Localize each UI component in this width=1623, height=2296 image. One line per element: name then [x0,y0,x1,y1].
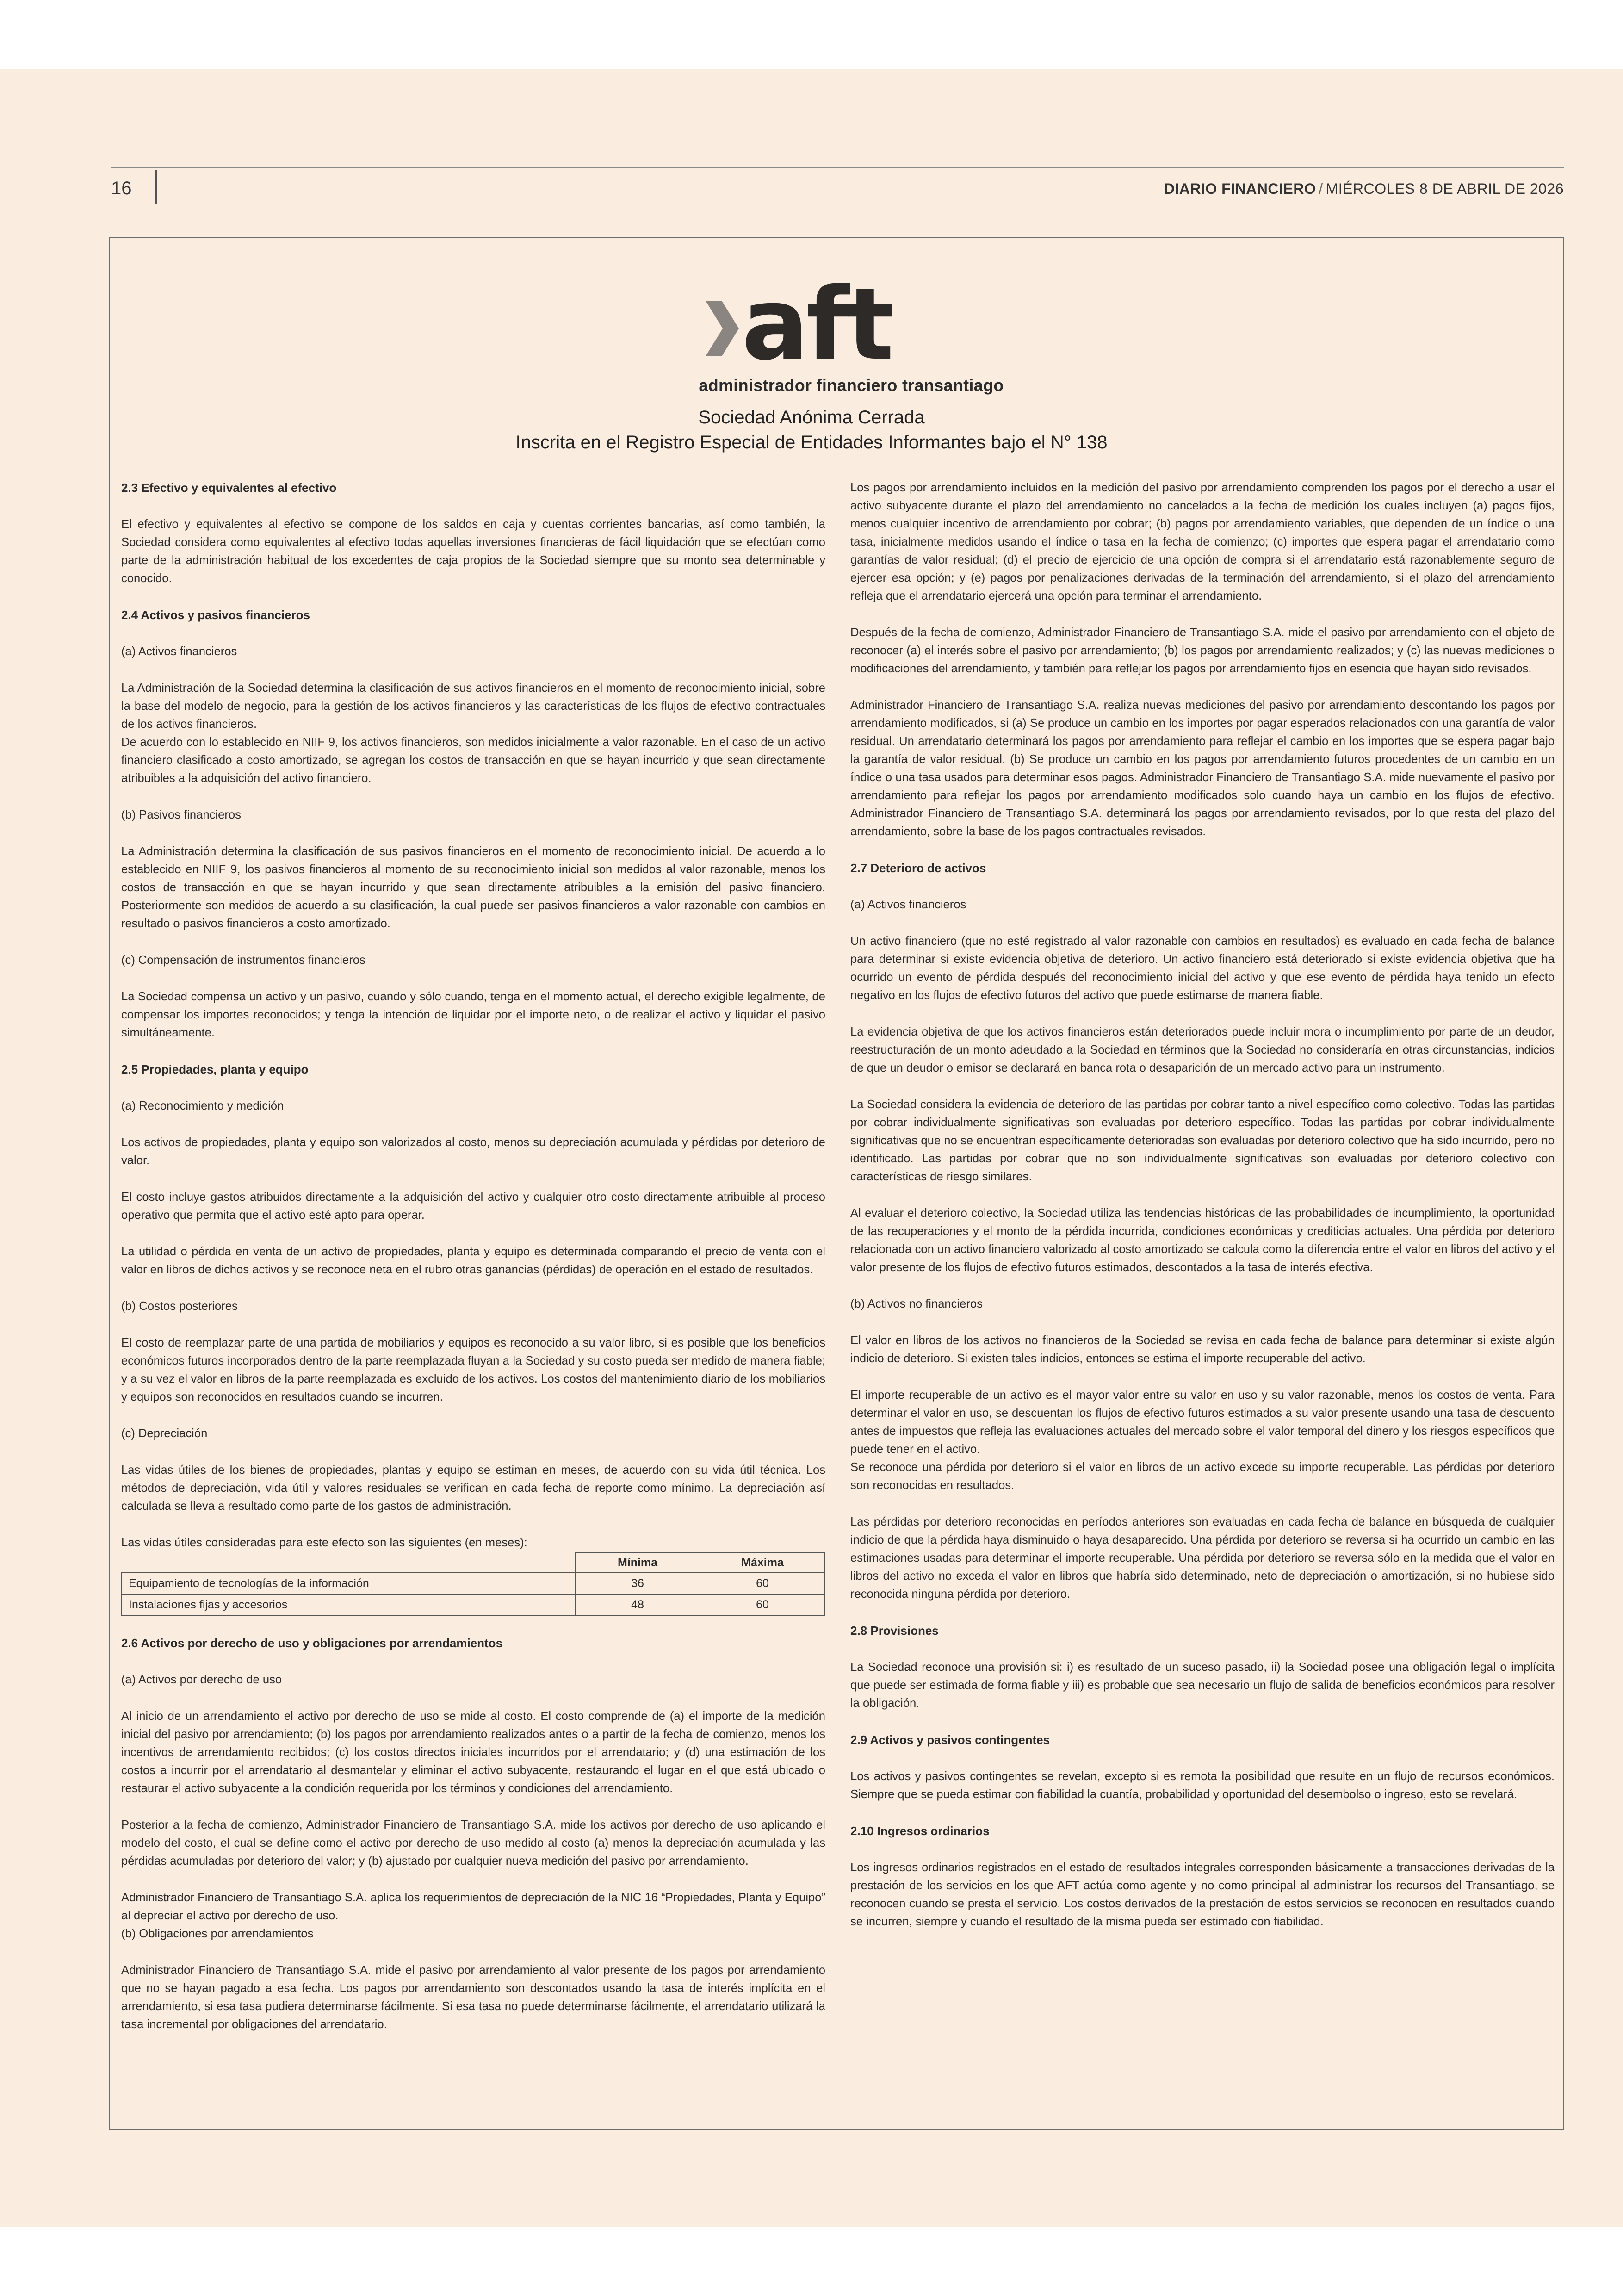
table-cell-max: 60 [700,1594,825,1615]
paragraph: Los pagos por arrendamiento incluidos en la medición del pasivo por arrendamiento comprenden los pagos por el derecho a usar el activo subyacente durante el plazo del arrendamiento no cancelados a la fecha de medición los cuales incluyen (a) pagos fijos, menos cualquier incentivo de arrendamiento por cobrar; (b) pagos por arrendamiento variables, que dependen de un índice o una tasa, inicialmente medidos usando el índice o tasa en la fecha de comienzo; (c) importes que espera pagar el arrendatario como garantías de valor residual; (d) el precio de ejercicio de una opción de compra si el arrendatario está razonablemente seguro de ejercer esa opción; y (e) pagos por penalizaciones derivadas de la terminación del arrendamiento, si el plazo del arrendamiento refleja que el arrendatario ejercerá una opción para terminar el arrendamiento. [850,481,1555,602]
section-heading: 2.7 Deterioro de activos [850,861,986,875]
subsection-label: (a) Reconocimiento y medición [121,1099,284,1112]
section-heading: 2.5 Propiedades, planta y equipo [121,1062,309,1076]
paragraph: Al evaluar el deterioro colectivo, la Sociedad utiliza las tendencias históricas de las probabilidades de incumplimiento, la oportunidad de las recuperaciones y el monto de la pérdida incurrida, condiciones económicas y crediticias actuales. Una pérdida por deterioro relacionada con un activo financiero valorizado al costo amortizado se calcula como la diferencia entre el valor en libros del activo y el valor presente de los flujos de efectivo futuros estimados, descontados a la tasa de interés efectiva. [850,1207,1555,1274]
section-heading: 2.6 Activos por derecho de uso y obligaciones por arrendamientos [121,1636,503,1650]
subsection-label: (b) Pasivos financieros [121,808,241,821]
paragraph: Los activos de propiedades, planta y equipo son valorizados al costo, menos su depreciación acumulada y pérdidas por deterioro de valor. [121,1136,825,1167]
paragraph: Al inicio de un arrendamiento el activo por derecho de uso se mide al costo. El costo comprende de (a) el importe de la medición inicial del pasivo por arrendamiento; (b) los pagos por arrendamiento realizados antes o a partir de la fecha de comienzo, menos los incentivos de arrendamiento recibidos; (c) los costos directos iniciales incurridos por el arrendatario; y (d) una estimación de los costos a incurrir por el arrendatario al desmantelar y eliminar el activo subyacente, restaurando el lugar en el que está ubicado o restaurar el activo subyacente a la condición requerida por los términos y condiciones del arrendamiento. [121,1710,825,1795]
aft-logo [696,245,983,393]
table-header-row [122,1552,825,1573]
section-heading: 2.8 Provisiones [850,1624,939,1638]
section-heading: 2.3 Efectivo y equivalentes al efectivo [121,481,337,495]
subsection-label: (b) Obligaciones por arrendamientos [121,1927,314,1940]
right-column [850,479,1555,1949]
subsection-label: (a) Activos por derecho de uso [121,1673,282,1686]
paragraph: Los ingresos ordinarios registrados en el estado de resultados integrales corresponden básicamente a transacciones derivadas de la prestación de los servicios en los que AFT actúa como agente y no como principal al administrar los recursos del Transantiago, se reconocen cuando se presta el servicio. Los costos derivados de la prestación de estos servicios se reconocen en resultados cuando se incurren, siempre y cuando el resultado de la misma pueda ser estimado con fiabilidad. [850,1861,1555,1928]
section-heading: 2.10 Ingresos ordinarios [850,1824,990,1838]
paragraph: El valor en libros de los activos no financieros de la Sociedad se revisa en cada fecha de balance para determinar si existe algún indicio de deterioro. Si existen tales indicios, entonces se estima el importe recuperable del activo. [850,1334,1555,1365]
subsection-label: (a) Activos financieros [121,645,237,658]
paragraph: La evidencia objetiva de que los activos financieros están deteriorados puede incluir mora o incumplimiento por parte de un deudor, reestructuración de un monto adeudado a la Sociedad en términos que la Sociedad no consideraría en otras circunstancias, indicios de que un deudor o emisor se declarará en banca rota o desaparición de un mercado activo para un instrumento. [850,1025,1555,1074]
subsection-label: (b) Activos no financieros [850,1297,983,1310]
table-cell-label: Equipamiento de tecnologías de la información [122,1573,575,1594]
section-heading: 2.4 Activos y pasivos financieros [121,608,310,622]
subsection-label: (c) Compensación de instrumentos financieros [121,954,365,967]
table-cell-max: 60 [700,1573,825,1594]
paragraph: Administrador Financiero de Transantiago S.A. mide el pasivo por arrendamiento al valor presente de los pagos por arrendamiento que no se hayan pagado a esa fecha. Los pagos por arrendamiento son descontados usando la tasa de interés implícita en el arrendamiento, si esa tasa pudiera determinarse fácilmente. Si esa tasa no puede determinarse fácilmente, el arrendatario utilizará la tasa incremental por obligaciones del arrendatario. [121,1964,825,2031]
table-cell-min: 48 [575,1594,700,1615]
masthead [1164,180,1564,198]
left-column [121,479,825,2052]
paragraph: La Administración determina la clasificación de sus pasivos financieros en el momento de reconocimiento inicial. De acuerdo a lo establecido en NIIF 9, los pasivos financieros al momento de su reconocimiento inicial son medidos al valor razonable, menos los costos de transacción en que se hayan incurrido y que sean directamente atribuibles a la emisión del pasivo financiero. Posteriormente son medidos de acuerdo a su clasificación, la cual puede ser pasivos financieros a valor razonable con cambios en resultado o pasivos financieros a costo amortizado. [121,845,825,930]
page-number-divider [155,170,157,204]
table-row [122,1573,825,1594]
masthead-separator: / [1319,180,1323,197]
paragraph: Las vidas útiles consideradas para este efecto son las siguientes (en meses): [121,1536,527,1549]
paragraph: Administrador Financiero de Transantiago S.A. aplica los requerimientos de depreciación de la NIC 16 “Propiedades, Planta y Equipo” al depreciar el activo por derecho de uso. [121,1891,825,1922]
paragraph: El importe recuperable de un activo es el mayor valor entre su valor en uso y su valor razonable, menos los costos de venta. Para determinar el valor en uso, se descuentan los flujos de efectivo futuros estimados a su valor presente usando una tasa de descuento antes de impuestos que refleja las evaluaciones actuales del mercado sobre el valor temporal del dinero y los riesgos específicos que puede tener en el activo. [850,1389,1555,1456]
paragraph: Administrador Financiero de Transantiago S.A. realiza nuevas mediciones del pasivo por arrendamiento descontando los pagos por arrendamiento modificados, si (a) Se produce un cambio en los importes por pagar esperados relacionados con una garantía de valor residual. Un arrendatario determinará los pagos por arrendamiento para reflejar el cambio en los importes que se espera pagar bajo la garantía de valor residual. (b) Se produce un cambio en los pagos por arrendamiento futuros procedentes de un cambio en un índice o una tasa usados para determinar esos pagos. Administrador Financiero de Transantiago S.A. mide nuevamente el pasivo por arrendamiento para reflejar los pagos por arrendamiento modificados solo cuando haya un cambio en los flujos de efectivo. Administrador Financiero de Transantiago S.A. determinará los pagos por arrendamiento revisados, por lo que resta del plazo del arrendamiento, sobre la base de los pagos contractuales revisados. [850,699,1555,838]
paragraph: La Sociedad compensa un activo y un pasivo, cuando y sólo cuando, tenga en el momento actual, el derecho exigible legalmente, de compensar los importes reconocidos; y tenga la intención de liquidar por el importe neto, o de realizar el activo y liquidar el pasivo simultáneamente. [121,990,825,1039]
registry-line: Inscrita en el Registro Especial de Entidades Informantes bajo el N° 138 [515,432,1108,453]
table-cell-min: 36 [575,1573,700,1594]
paragraph: El efectivo y equivalentes al efectivo se compone de los saldos en caja y cuentas corrientes bancarias, así como también, la Sociedad considera como equivalentes al efectivo todas aquellas inversiones financieras de fácil liquidación que se efectúan como parte de la administración habitual de los excedentes de caja propios de la Sociedad siempre que su monto sea determinable y conocido. [121,518,825,585]
company-type: Sociedad Anónima Cerrada [698,407,925,428]
logo-chevron-icon [706,301,739,356]
newspaper-name: DIARIO FINANCIERO [1164,180,1316,197]
table-row [122,1594,825,1615]
paragraph: El costo de reemplazar parte de una partida de mobiliarios y equipos es reconocido a su valor libro, si es posible que los beneficios económicos futuros incorporados dentro de la parte reemplazada fluyan a la Sociedad y su costo pueda ser medido de manera fiable; y a su vez el valor en libros de la parte reemplazada es excluido de los activos. Los costos del mantenimiento diario de los mobiliarios y equipos son reconocidos en resultados cuando se incurren. [121,1336,825,1403]
subsection-label: (a) Activos financieros [850,898,966,911]
table-header-blank [122,1552,575,1573]
table-cell-label: Instalaciones fijas y accesorios [122,1594,575,1615]
paragraph: La Sociedad considera la evidencia de deterioro de las partidas por cobrar tanto a nivel específico como colectivo. Todas las partidas por cobrar individualmente significativas son evaluadas por deterioro específico. Todas las partidas por cobrar individualmente significativas que no se encuentran específicamente deterioradas son evaluadas por deterioro colectivo que ha sido incurrido, pero no identificado. Las partidas por cobrar que no son individualmente significativas son evaluadas por deterioro colectivo con características de riesgo similares. [850,1098,1555,1183]
subsection-label: (c) Depreciación [121,1427,208,1440]
subsection-label: (b) Costos posteriores [121,1300,238,1313]
paragraph: Después de la fecha de comienzo, Administrador Financiero de Transantiago S.A. mide el pasivo por arrendamiento con el objeto de reconocer (a) el interés sobre el pasivo por arrendamiento; (b) los pagos por arrendamiento realizados; y (c) las nuevas mediciones o modificaciones del arrendamiento, y también para reflejar los pagos por arrendamiento fijos en esencia que hayan sido revisados. [850,626,1555,675]
section-heading: 2.9 Activos y pasivos contingentes [850,1733,1050,1747]
paragraph: Se reconoce una pérdida por deterioro si el valor en libros de un activo excede su importe recuperable. Las pérdidas por deterioro son reconocidas en resultados. [850,1461,1555,1492]
page-number: 16 [111,178,132,199]
paragraph: El costo incluye gastos atribuidos directamente a la adquisición del activo y cualquier otro costo directamente atribuible al proceso operativo que permita que el activo esté apto para operar. [121,1191,825,1222]
paragraph: Los activos y pasivos contingentes se revelan, excepto si es remota la posibilidad que resulte en un flujo de recursos económicos. Siempre que se pueda estimar con fiabilidad la cuantía, probabilidad y oportunidad del desembolso o ingreso, esto se revelará. [850,1770,1555,1801]
paragraph: La Administración de la Sociedad determina la clasificación de sus activos financieros en el momento de reconocimiento inicial, sobre la base del modelo de negocio, para la gestión de los activos financieros y las características de los flujos de efectivo contractuales de los activos financieros. [121,682,825,731]
useful-life-table [121,1552,825,1616]
paragraph: La utilidad o pérdida en venta de un activo de propiedades, planta y equipo es determinada comparando el precio de venta con el valor en libros de dichos activos y se reconoce neta en el rubro otras ganancias (pérdidas) de operación en el estado de resultados. [121,1245,825,1276]
logo-subtitle: administrador financiero transantiago [699,376,1004,395]
table-header-min: Mínima [575,1552,700,1573]
table-header-max: Máxima [700,1552,825,1573]
issue-date: MIÉRCOLES 8 DE ABRIL DE 2026 [1326,180,1564,197]
paragraph: Las vidas útiles de los bienes de propiedades, plantas y equipo se estiman en meses, de acuerdo con su vida útil técnica. Los métodos de depreciación, vida útil y valores residuales se verifican en cada fecha de reporte como mínimo. La depreciación así calculada se lleva a resultado como parte de los gastos de administración. [121,1464,825,1513]
paragraph: La Sociedad reconoce una provisión si: i) es resultado de un suceso pasado, ii) la Sociedad posee una obligación legal o implícita que puede ser estimada de forma fiable y iii) es probable que sea necesario un flujo de salida de beneficios económicos para resolver la obligación. [850,1661,1555,1710]
paragraph: Un activo financiero (que no esté registrado al valor razonable con cambios en resultados) es evaluado en cada fecha de balance para determinar si existe evidencia objetiva de deterioro. Un activo financiero está deteriorado si existe evidencia objetiva que ha ocurrido un evento de pérdida después del reconocimiento inicial del activo y que ese evento de pérdida haya tenido un efecto negativo en los flujos de efectivo futuros del activo que puede estimarse de manera fiable. [850,935,1555,1002]
paragraph: De acuerdo con lo establecido en NIIF 9, los activos financieros, son medidos inicialmente a valor razonable. En el caso de un activo financiero clasificado a costo amortizado, se agregan los costos de transacción en que se hayan incurrido y que sean directamente atribuibles a la adquisición del activo financiero. [121,736,825,785]
paragraph: Las pérdidas por deterioro reconocidas en períodos anteriores son evaluadas en cada fecha de balance en búsqueda de cualquier indicio de que la pérdida haya disminuido o haya desaparecido. Una pérdida por deterioro se reversa si ha ocurrido un cambio en las estimaciones usadas para determinar el importe recuperable. Una pérdida por deterioro se reversa sólo en la medida que el valor en libros del activo no exceda el valor en libros que habría sido determinado, neto de depreciación o amortización, si no hubiese sido reconocida ninguna pérdida por deterioro. [850,1515,1555,1601]
header-rule [111,167,1564,168]
logo-wordmark: aft [742,266,892,382]
paragraph: Posterior a la fecha de comienzo, Administrador Financiero de Transantiago S.A. mide los activos por derecho de uso aplicando el modelo del costo, el cual se define como el activo por derecho de uso medido al costo (a) menos la depreciación acumulada y las pérdidas acumuladas por deterioro del valor; y (b) ajustado por cualquier nueva medición del pasivo por arrendamiento. [121,1818,825,1868]
